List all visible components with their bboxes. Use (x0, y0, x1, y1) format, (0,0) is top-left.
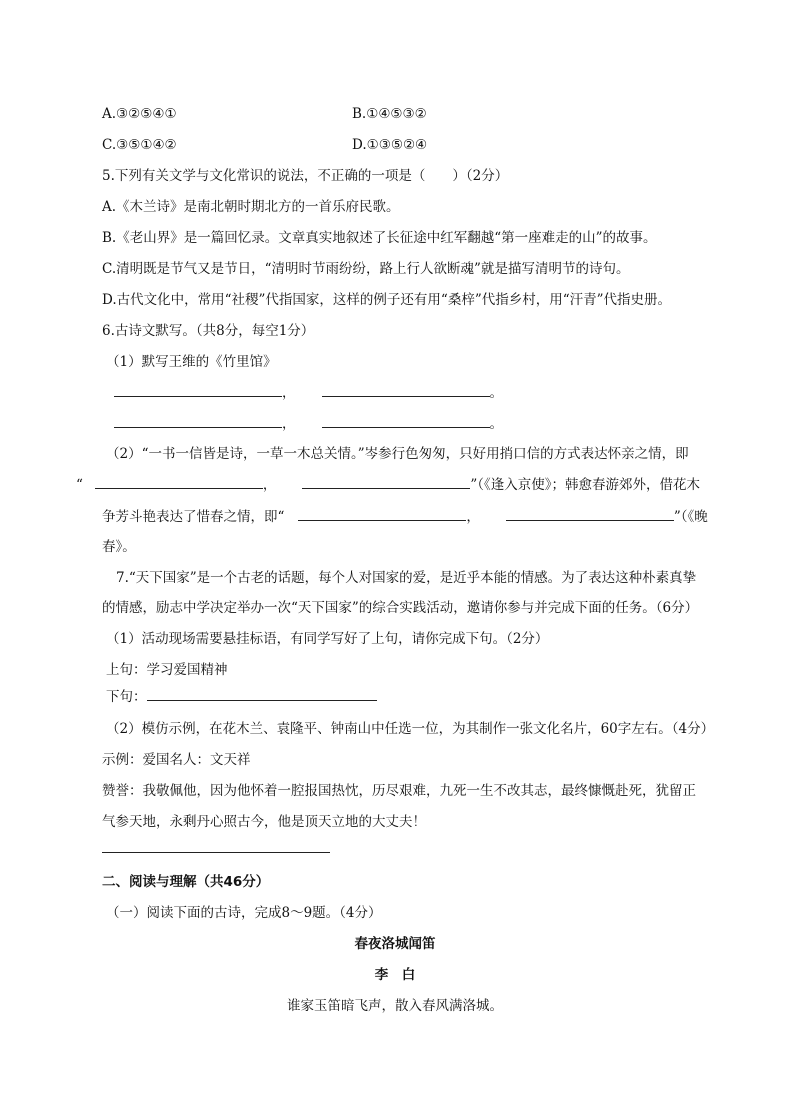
q6-blank-row-1 (114, 382, 503, 403)
comma: ， (262, 477, 277, 493)
q6-part2-line3-head: 争芳斗艳表达了惜春之情，即“ (102, 509, 285, 525)
answer-line[interactable] (102, 852, 330, 853)
q6-part2-line2 (76, 474, 700, 495)
q6-stem: 6.古诗文默写。（共8分，每空1分） (102, 323, 315, 339)
q5-option-a: A.《木兰诗》是南北朝时期北方的一首乐府民歌。 (102, 199, 400, 215)
q7-lower-couplet (106, 686, 377, 707)
poem-line: 谁家玉笛暗飞声，散入春风满洛城。 (287, 998, 503, 1014)
q7-stem-line1: 7.“天下国家”是一个古老的话题，每个人对国家的爱，是近乎本能的情感。为了表达这种朴素真挚 (116, 570, 697, 586)
q7-praise-line2: 气参天地，永剩丹心照古今，他是顶天立地的大丈夫！ (102, 814, 426, 830)
q5-option-d: D.古代文化中，常用“社稷”代指国家，这样的例子还有用“桑梓”代指乡村，用“汗青”代指史册。 (102, 292, 672, 308)
lower-label: 下句： (106, 689, 147, 705)
poem-author: 李 白 (374, 967, 416, 983)
option-b: B.①④⑤③② (352, 106, 427, 122)
period: 。 (489, 416, 503, 432)
section-sub-heading: （一）阅读下面的古诗，完成8～9题。（4分） (106, 905, 382, 921)
answer-blank[interactable] (95, 474, 263, 489)
comma: ， (282, 385, 296, 401)
q6-part2-line4: 春》。 (102, 539, 136, 555)
q5-option-b: B.《老山界》是一篇回忆录。文章真实地叙述了长征途中红军翻越“第一座难走的山”的故事。 (102, 230, 657, 246)
answer-blank[interactable] (114, 413, 282, 428)
comma: ， (282, 416, 296, 432)
answer-blank[interactable] (506, 506, 674, 521)
answer-blank[interactable] (114, 382, 282, 397)
section-heading: 二、阅读与理解（共46分） (102, 874, 270, 890)
q5-option-c: C.清明既是节气又是节日，“清明时节雨纷纷，路上行人欲断魂”就是描写清明节的诗句。 (102, 261, 630, 277)
q7-part1: （1）活动现场需要悬挂标语，有同学写好了上句，请你完成下句。（2分） (106, 631, 549, 647)
q7-part2: （2）模仿示例，在花木兰、袁隆平、钟南山中任选一位，为其制作一张文化名片，60字左右。（4分） (106, 721, 715, 737)
answer-blank[interactable] (302, 474, 470, 489)
poem-title: 春夜洛城闻笛 (354, 936, 436, 952)
answer-blank[interactable] (322, 382, 490, 397)
answer-blank[interactable] (147, 686, 377, 701)
answer-blank[interactable] (298, 506, 466, 521)
q7-example: 示例：爱国名人：文天祥 (102, 752, 251, 768)
q6-blank-row-2 (114, 413, 503, 434)
answer-blank[interactable] (322, 413, 490, 428)
option-c: C.③⑤①④② (102, 137, 177, 153)
q7-upper-couplet: 上句：学习爱国精神 (106, 662, 228, 678)
comma: ， (466, 509, 480, 525)
q6-part2-line2-tail: ”（《逢入京使》；韩愈春游郊外，借花木 (470, 477, 701, 493)
period: 。 (489, 385, 503, 401)
option-a: A.③②⑤④① (102, 106, 177, 122)
q7-stem-line2: 的情感，励志中学决定举办一次“天下国家”的综合实践活动，邀请你参与并完成下面的任务。（6分） (102, 600, 699, 616)
q5-stem: 5.下列有关文学与文化常识的说法，不正确的一项是（ ）（2分） (102, 168, 509, 184)
q7-praise-line1: 赞誉：我敬佩他，因为他怀着一腔报国热忱，历尽艰难，九死一生不改其志，最终慷慨赴死，犹留正 (102, 783, 696, 799)
q6-part1: （1）默写王维的《竹里馆》 (106, 354, 277, 370)
q6-part2-line1: （2）“一书一信皆是诗，一草一木总关情。”岑参行色匆匆，只好用捎口信的方式表达怀亲之情，即 (106, 446, 689, 462)
open-quote: “ (76, 477, 83, 493)
q6-part2-line3 (102, 506, 708, 527)
q6-part2-line3-tail: ”（《晚 (673, 509, 708, 525)
option-d: D.①③⑤②④ (352, 137, 428, 153)
